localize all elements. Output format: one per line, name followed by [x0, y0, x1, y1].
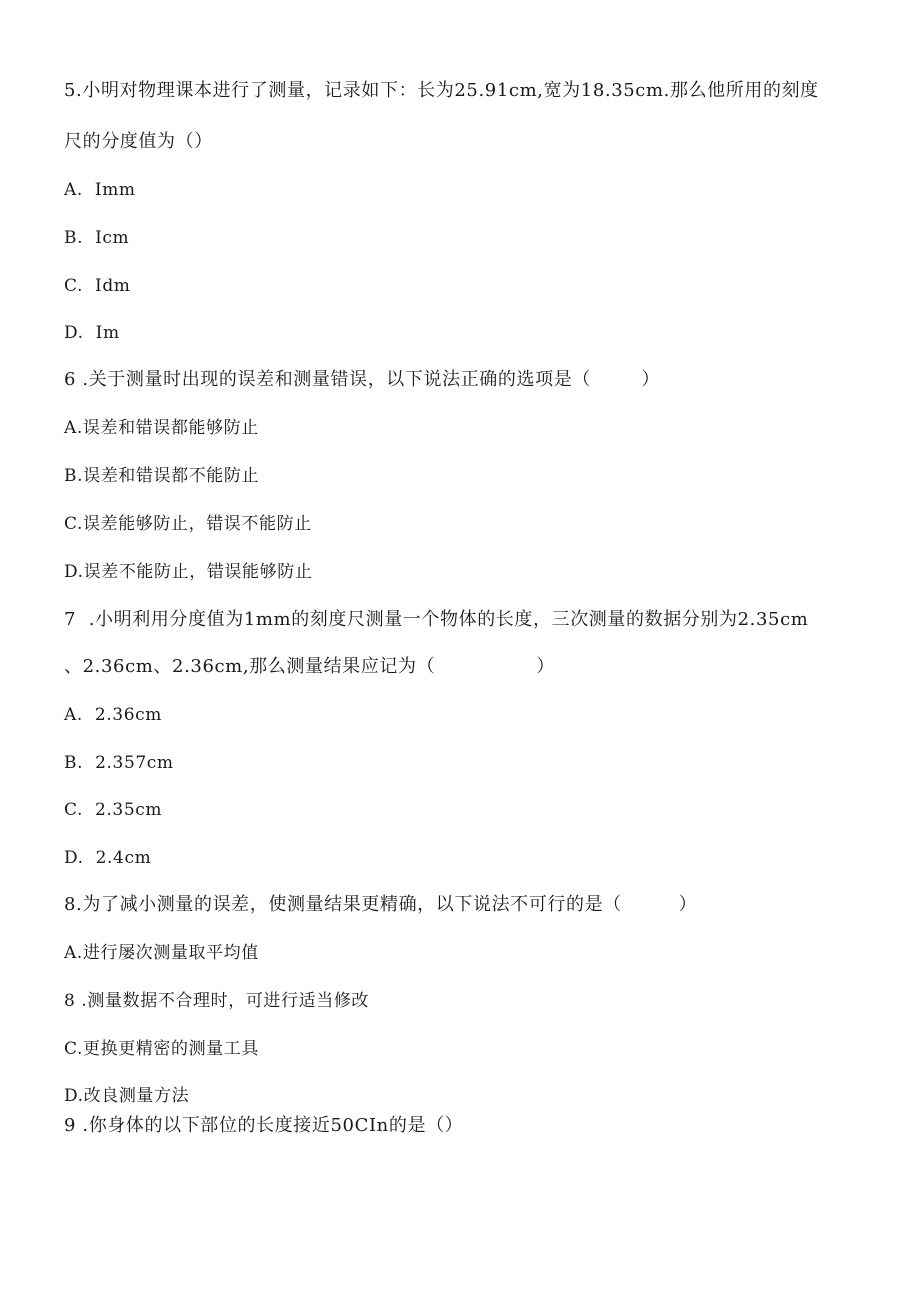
q8-option-b: 8 .测量数据不合理时，可进行适当修改: [64, 991, 370, 1011]
q7-option-b: B. 2.357cm: [64, 753, 174, 773]
q6-option-a: A.误差和错误都能够防止: [64, 418, 259, 438]
q5-stem-line1: 5.小明对物理课本进行了测量，记录如下：长为25.91cm,宽为18.35cm.那么他所用的刻度: [64, 80, 819, 101]
q7-option-c: C. 2.35cm: [64, 800, 163, 820]
q5-option-c: C. Idm: [64, 276, 131, 296]
q9-stem: 9 .你身体的以下部位的长度接近50CIn的是（）: [64, 1115, 464, 1136]
q8-stem: 8.为了减小测量的误差，使测量结果更精确，以下说法不可行的是（ ）: [64, 894, 698, 915]
q8-option-a: A.进行屡次测量取平均值: [64, 943, 259, 963]
q7-stem-line2: 、2.36cm、2.36cm,那么测量结果应记为（ ）: [64, 656, 555, 677]
q7-stem-line1: 7 .小明利用分度值为1mm的刻度尺测量一个物体的长度，三次测量的数据分别为2.35cm: [64, 609, 809, 630]
q8-option-d: D.改良测量方法: [64, 1086, 190, 1106]
q6-option-c: C.误差能够防止，错误不能防止: [64, 514, 312, 534]
q5-stem-line2: 尺的分度值为（）: [64, 131, 213, 152]
q7-option-d: D. 2.4cm: [64, 848, 152, 868]
q5-option-d: D. Im: [64, 323, 120, 343]
q5-option-a: A. Imm: [64, 180, 136, 200]
q6-stem: 6 .关于测量时出现的误差和测量错误，以下说法正确的选项是（ ）: [64, 369, 661, 390]
q7-option-a: A. 2.36cm: [64, 705, 162, 725]
q6-option-b: B.误差和错误都不能防止: [64, 466, 260, 486]
q5-option-b: B. Icm: [64, 228, 130, 248]
q6-option-d: D.误差不能防止，错误能够防止: [64, 562, 313, 582]
q8-option-c: C.更换更精密的测量工具: [64, 1039, 260, 1059]
